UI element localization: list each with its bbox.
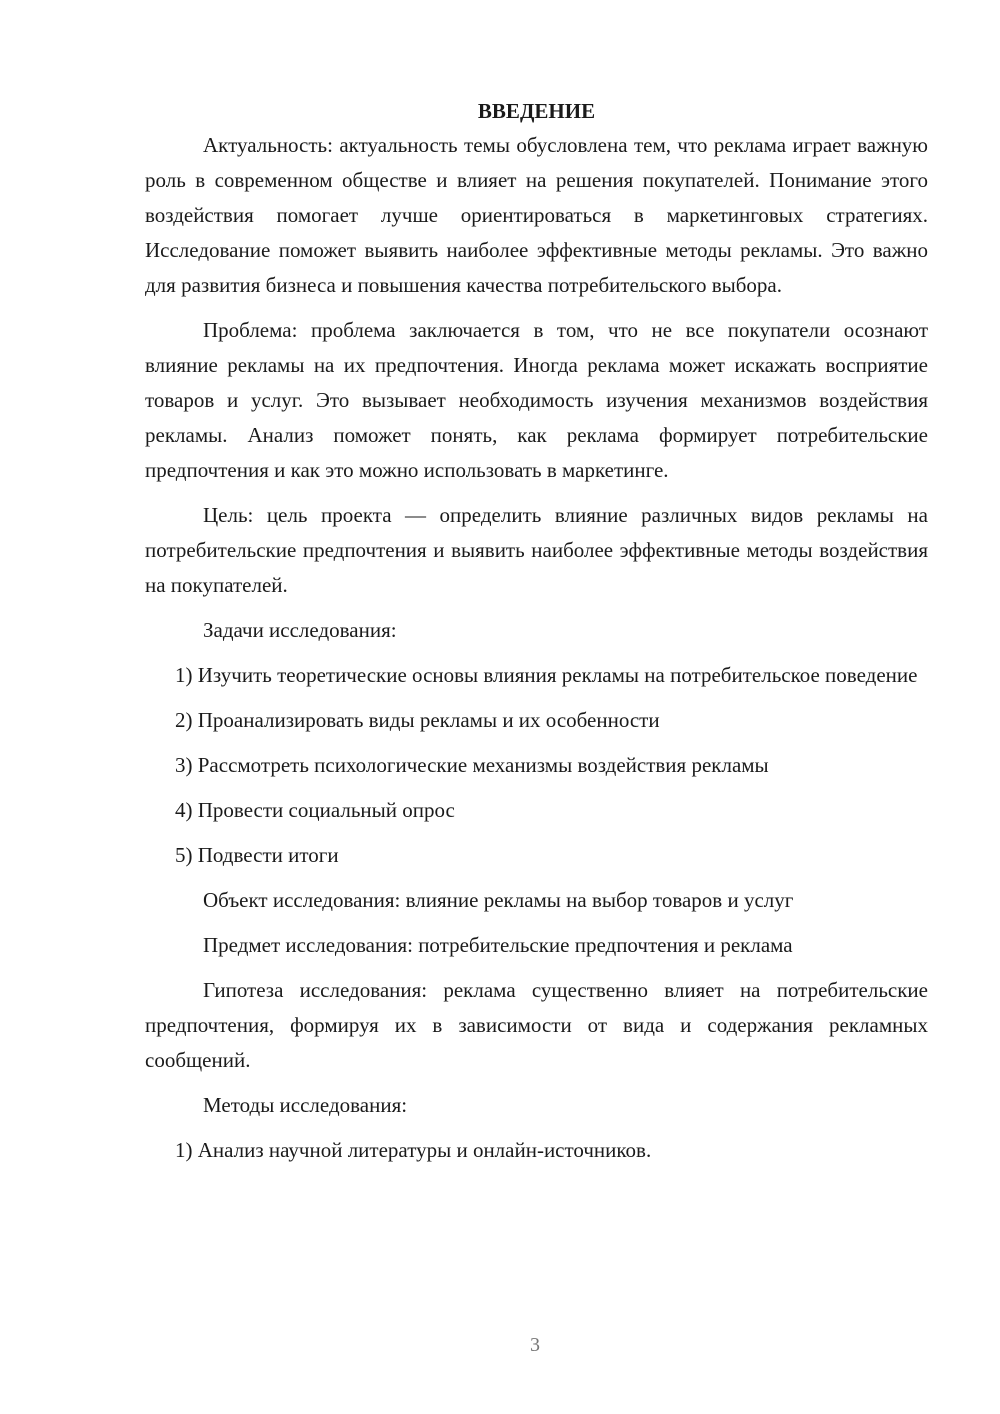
relevance-paragraph: Актуальность: актуальность темы обусловлена тем, что реклама играет важную роль в современном обществе и влияет на решения покупателей. Понимание этого воздействия помогает лучше ориентироваться в маркетинговых стратегиях. Исследование поможет выявить наиболее эффективные методы рекламы. Это важно для развития бизнеса и повышения качества потребительского выбора. (145, 133, 928, 297)
method-item-1: 1) Анализ научной литературы и онлайн-источников. (175, 1138, 652, 1162)
task-item-4: 4) Провести социальный опрос (175, 798, 455, 822)
goal-paragraph: Цель: цель проекта — определить влияние различных видов рекламы на потребительские предпочтения и выявить наиболее эффективные методы воздействия на покупателей. (145, 503, 928, 597)
document-page (145, 94, 928, 1178)
object-paragraph: Объект исследования: влияние рекламы на выбор товаров и услуг (203, 888, 794, 912)
tasks-heading: Задачи исследования: (203, 618, 397, 642)
subject-paragraph: Предмет исследования: потребительские предпочтения и реклама (203, 933, 793, 957)
task-item-1: 1) Изучить теоретические основы влияния рекламы на потребительское поведение (175, 663, 918, 687)
task-item-5: 5) Подвести итоги (175, 843, 339, 867)
page-number: 3 (530, 1334, 540, 1356)
task-item-2: 2) Проанализировать виды рекламы и их особенности (175, 708, 660, 732)
methods-heading: Методы исследования: (203, 1093, 408, 1117)
problem-paragraph: Проблема: проблема заключается в том, что не все покупатели осознают влияние рекламы на их предпочтения. Иногда реклама может искажать восприятие товаров и услуг. Это вызывает необходимость изучения механизмов воздействия рекламы. Анализ поможет понять, как реклама формирует потребительские предпочтения и как это можно использовать в маркетинге. (145, 318, 928, 482)
page-title: ВВЕДЕНИЕ (477, 99, 596, 123)
hypothesis-paragraph: Гипотеза исследования: реклама существенно влияет на потребительские предпочтения, формируя их в зависимости от вида и содержания рекламных сообщений. (145, 978, 928, 1072)
task-item-3: 3) Рассмотреть психологические механизмы воздействия рекламы (175, 753, 769, 777)
